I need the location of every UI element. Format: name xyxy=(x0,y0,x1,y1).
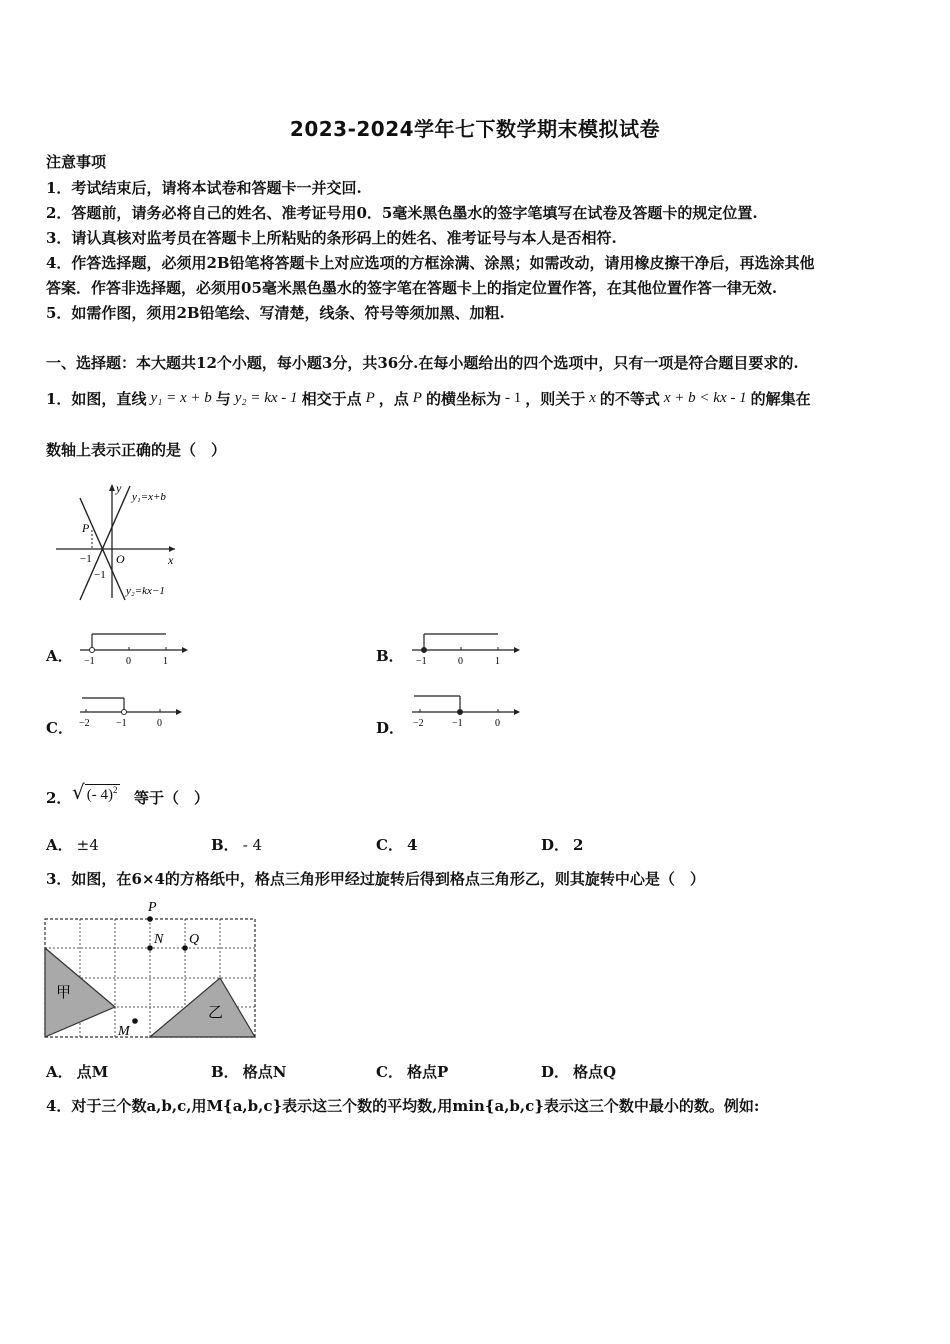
q1-var-x: x xyxy=(589,389,596,406)
point-q xyxy=(182,945,188,951)
q3-option-d[interactable] xyxy=(541,1061,616,1082)
q3-option-b-value: 格点N xyxy=(242,1063,287,1081)
q1-option-b-numberline[interactable] xyxy=(408,628,528,668)
notice-item-2: 2．答题前，请务必将自己的姓名、准考证号用0．5毫米黑色墨水的签字笔填写在试卷及答题卡的规定位置. xyxy=(46,204,758,222)
q1d-tick-2: −1 xyxy=(452,718,463,729)
q3-grid-figure xyxy=(40,893,265,1043)
q2-option-c-letter: C． xyxy=(376,836,403,854)
label-q: Q xyxy=(189,932,200,947)
q2-number: 2． xyxy=(46,789,72,807)
notice-item-4b: 答案．作答非选择题，必须用05毫米黑色墨水的签字笔在答题卡上的指定位置作答，在其他位置作答一律无效. xyxy=(46,279,778,297)
y-axis-arrow-icon xyxy=(109,484,115,491)
q1a-tick-3: 1 xyxy=(163,656,168,667)
q3-option-b-letter: B． xyxy=(211,1063,239,1081)
q1b-tick-2: 0 xyxy=(458,656,463,667)
notice-heading: 注意事项 xyxy=(46,153,107,171)
q3-option-d-letter: D． xyxy=(541,1063,570,1081)
q2-option-d-letter: D． xyxy=(541,836,570,854)
q1-option-a-letter[interactable]: A． xyxy=(46,647,73,665)
q1-graph xyxy=(50,478,200,603)
q2-option-a-value: ±4 xyxy=(76,836,99,854)
q3-option-d-value: 格点Q xyxy=(573,1063,617,1081)
x-axis-arrow-icon xyxy=(169,546,175,552)
sqrt-icon: √ xyxy=(72,780,85,804)
notice-item-4: 4．作答选择题，必须用2B铅笔将答题卡上对应选项的方框涂满、涂黑；如需改动，请用橡皮擦干净后，再选涂其他 xyxy=(46,254,815,272)
q2-option-d-value: 2 xyxy=(573,836,584,854)
label-jia: 甲 xyxy=(56,985,72,1001)
q1-neg1: - 1 xyxy=(504,389,522,406)
graph-label-line2: y₂=kx−1 xyxy=(126,585,165,597)
q2-tail: 等于（ ） xyxy=(134,789,210,807)
q3-option-c[interactable] xyxy=(376,1061,448,1082)
q3-option-a[interactable] xyxy=(46,1061,108,1082)
graph-label-neg1-x: −1 xyxy=(80,553,92,565)
q1a-tick-1: −1 xyxy=(84,656,95,667)
q1c-tick-2: −1 xyxy=(116,718,127,729)
q1b-tick-1: −1 xyxy=(416,656,427,667)
q2-option-a[interactable] xyxy=(46,834,99,855)
q2-radicand-wrap xyxy=(85,784,120,804)
graph-label-y: y xyxy=(116,481,122,495)
q2-radicand: (- 4) xyxy=(86,787,113,803)
q2-option-b-value: - 4 xyxy=(242,836,263,854)
q1-text-3: 相交于点 xyxy=(301,389,362,408)
q1-text-2: 与 xyxy=(215,389,231,408)
point-p xyxy=(147,916,153,922)
q1-stem xyxy=(46,383,811,413)
q1-inequality: x + b < kx - 1 xyxy=(663,389,747,406)
q2-option-c[interactable] xyxy=(376,834,417,855)
label-yi: 乙 xyxy=(208,1005,224,1021)
graph-label-o: O xyxy=(116,552,125,566)
graph-label-line1: y₁=x+b xyxy=(132,491,166,503)
point-n xyxy=(147,945,153,951)
q4-stem: 4．对于三个数a,b,c,用M{a,b,c}表示这三个数的平均数,用min{a,b,c}表示这三个数中最小的数。例如: xyxy=(46,1097,760,1115)
q1c-tick-3: 0 xyxy=(157,718,162,729)
q2-option-b-letter: B． xyxy=(211,836,239,854)
q1-text-7: 的不等式 xyxy=(599,389,660,408)
q1-eq2: y₂ = kx - 1 xyxy=(234,389,298,406)
q3-option-a-value: 点M xyxy=(76,1063,109,1081)
section-heading: 一、选择题：本大题共12个小题，每小题3分，共36分.在每小题给出的四个选项中，只有一项是符合题目要求的. xyxy=(46,354,799,372)
graph-label-p: P xyxy=(82,521,90,535)
label-n: N xyxy=(154,932,164,947)
q1-text-6: ，则关于 xyxy=(525,389,586,408)
label-m: M xyxy=(118,1024,130,1039)
q1-option-b-letter[interactable]: B． xyxy=(376,647,404,665)
q1-point-p: P xyxy=(365,389,375,406)
page-title: 2023-2024学年七下数学期末模拟试卷 xyxy=(289,117,661,141)
q1c-tick-1: −2 xyxy=(79,718,90,729)
q1-option-c-numberline[interactable] xyxy=(76,690,196,730)
q1-text-8: 的解集在 xyxy=(750,389,811,408)
q1-option-d-numberline[interactable] xyxy=(408,690,528,730)
line-y1 xyxy=(80,486,130,600)
q3-option-c-letter: C． xyxy=(376,1063,403,1081)
point-m xyxy=(132,1018,138,1024)
q1-option-d-letter[interactable]: D． xyxy=(376,719,405,737)
q3-option-c-value: 格点P xyxy=(406,1063,449,1081)
q1b-tick-3: 1 xyxy=(495,656,500,667)
q2-option-b[interactable] xyxy=(211,834,262,855)
q1-text-1: 1．如图，直线 xyxy=(46,389,147,408)
q2-sqrt xyxy=(72,780,120,808)
q1-text-5: 的横坐标为 xyxy=(425,389,501,408)
q1-point-p2: P xyxy=(412,389,422,406)
notice-item-1: 1．考试结束后，请将本试卷和答题卡一并交回. xyxy=(46,179,362,197)
q3-option-b[interactable] xyxy=(211,1061,286,1082)
q2-option-a-letter: A． xyxy=(46,836,73,854)
graph-label-x: x xyxy=(168,553,174,567)
q1a-tick-2: 0 xyxy=(126,656,131,667)
q3-option-a-letter: A． xyxy=(46,1063,73,1081)
label-p: P xyxy=(148,900,157,915)
q2-option-c-value: 4 xyxy=(406,836,418,854)
q1-option-a-numberline[interactable] xyxy=(76,628,196,668)
notice-item-3: 3．请认真核对监考员在答题卡上所粘贴的条形码上的姓名、准考证号与本人是否相符. xyxy=(46,229,617,247)
q1-eq1: y₁ = x + b xyxy=(150,389,212,406)
q3-stem: 3．如图，在6×4的方格纸中，格点三角形甲经过旋转后得到格点三角形乙，则其旋转中心是（ ） xyxy=(46,870,705,888)
q2-option-d[interactable] xyxy=(541,834,583,855)
graph-label-neg1-y: −1 xyxy=(94,569,106,581)
q1d-tick-1: −2 xyxy=(413,718,424,729)
notice-item-5: 5．如需作图，须用2B铅笔绘、写清楚，线条、符号等须加黑、加粗. xyxy=(46,304,505,322)
q1d-tick-3: 0 xyxy=(495,718,500,729)
q1-text-4: ，点 xyxy=(378,389,409,408)
q1-stem-2: 数轴上表示正确的是（ ） xyxy=(46,441,227,459)
q1-option-c-letter[interactable]: C． xyxy=(46,719,73,737)
q2-exponent: 2 xyxy=(113,785,118,795)
